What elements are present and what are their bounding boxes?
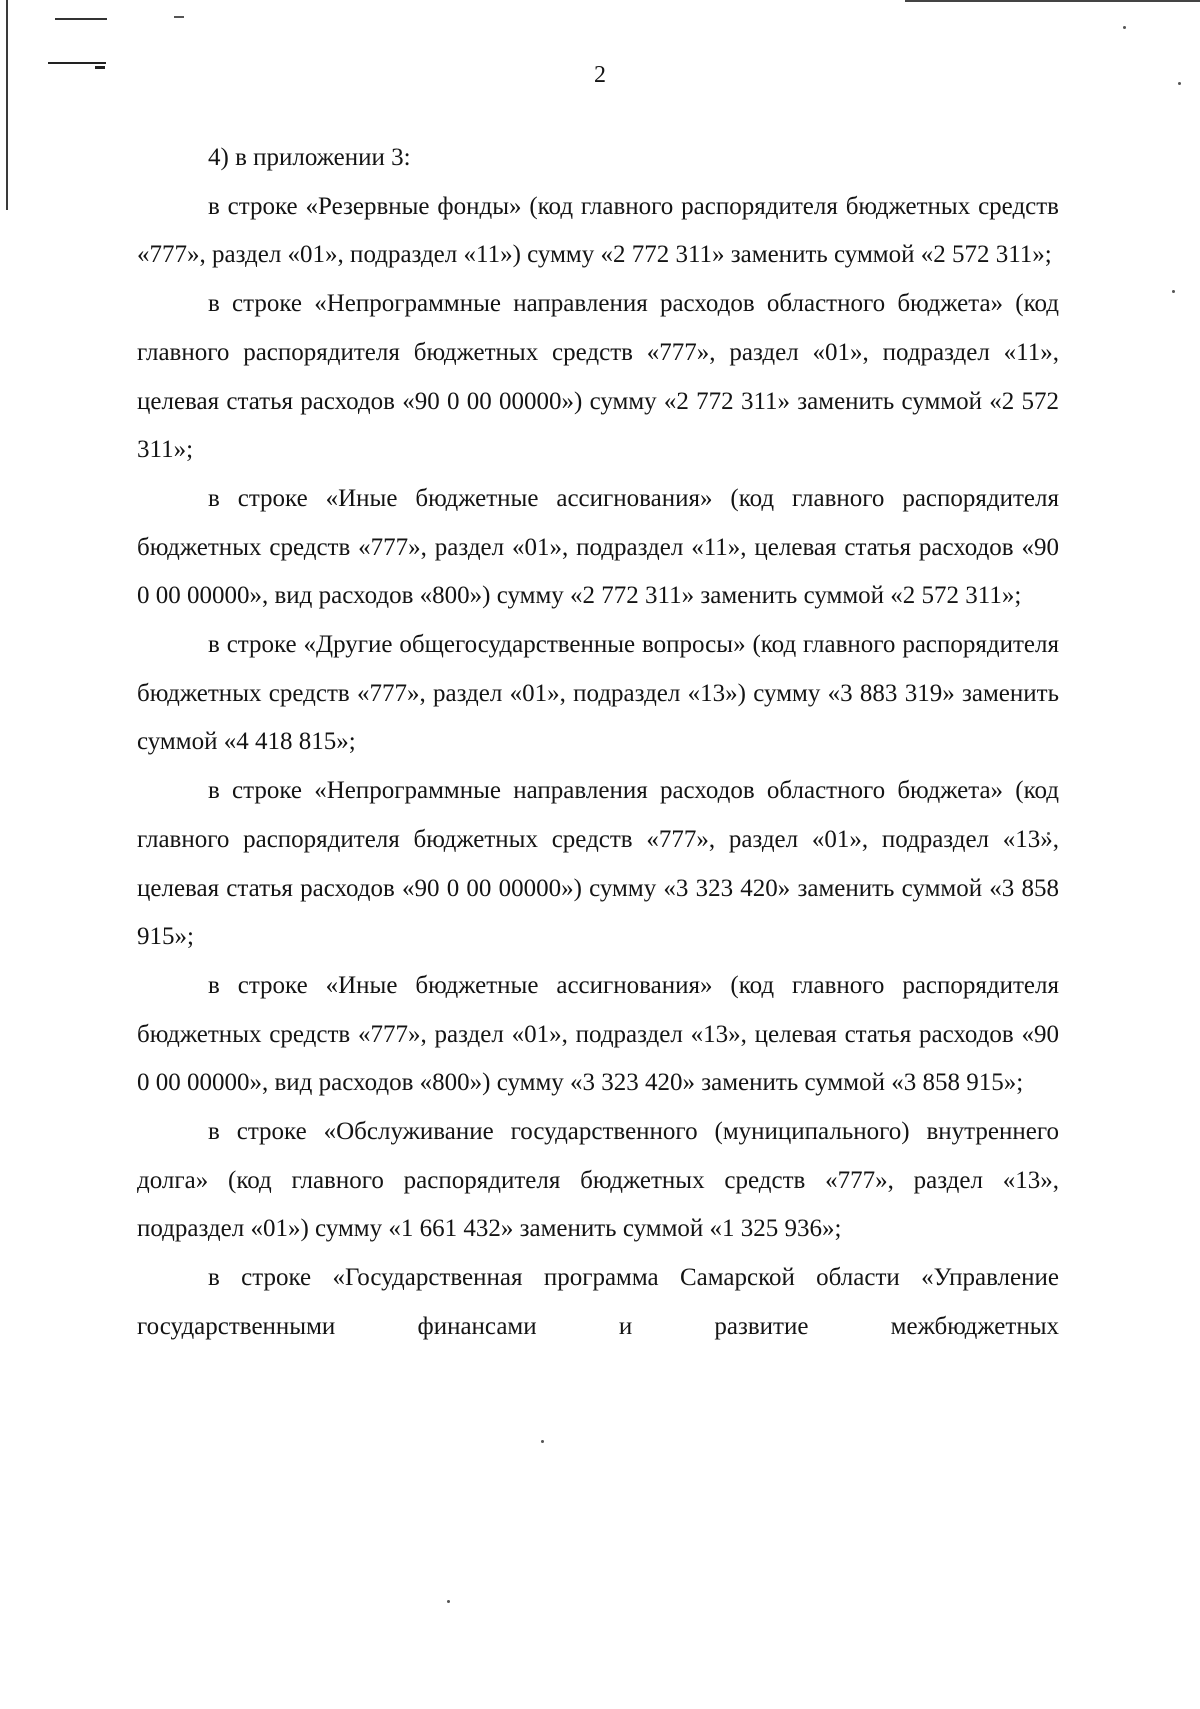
scan-edge-artifact bbox=[6, 0, 8, 210]
paragraph-reserve-funds: в строке «Резервные фонды» (код главного распорядителя бюджетных средств «777», раздел «01», подраздел «11») сумму «2 772 311» заменить суммой «2 572 311»; bbox=[137, 192, 1059, 269]
scan-speck bbox=[541, 1440, 544, 1443]
scan-speck bbox=[1172, 290, 1175, 293]
paragraph-state-program: в строке «Государственная программа Самарской области «Управление государственными финансами и развитие межбюджетных bbox=[137, 1264, 1059, 1340]
scan-mark-artifact bbox=[55, 18, 107, 20]
document-body bbox=[137, 134, 1059, 1352]
paragraph-debt-servicing: в строке «Обслуживание государственного (муниципального) внутреннего долга» (код главного распорядителя бюджетных средств «777», раздел «13», подраздел «01») сумму «1 661 432» заменить суммой «1 325 936»; bbox=[137, 1118, 1059, 1243]
page-number: 2 bbox=[594, 62, 606, 88]
scan-speck bbox=[1123, 26, 1126, 29]
paragraph-general-state-issues: в строке «Другие общегосударственные вопросы» (код главного распорядителя бюджетных средств «777», раздел «01», подраздел «13») сумму «3 883 319» заменить суммой «4 418 815»; bbox=[137, 631, 1059, 756]
scan-edge-artifact bbox=[905, 0, 1200, 2]
paragraph-other-allocations-0113: в строке «Иные бюджетные ассигнования» (код главного распорядителя бюджетных средств «777», раздел «01», подраздел «13», целевая статья расходов «90 0 00 00000», вид расходов «800») сумму «3 323 420» заменить суммой «3 858 915»; bbox=[137, 971, 1059, 1097]
paragraph-nonprogram-0113: в строке «Непрограммные направления расходов областного бюджета» (код главного распорядителя бюджетных средств «777», раздел «01», подраздел «13», целевая статья расходов «90 0 00 00000») сумму «3 323 420» заменить суммой «3 858 915»; bbox=[137, 777, 1059, 951]
scan-speck bbox=[447, 1600, 450, 1603]
scan-mark-artifact bbox=[174, 16, 184, 18]
paragraph-nonprogram-0111: в строке «Непрограммные направления расходов областного бюджета» (код главного распорядителя бюджетных средств «777», раздел «01», подраздел «11», целевая статья расходов «90 0 00 00000») сумму «2 772 311» заменить суммой «2 572 311»; bbox=[137, 290, 1059, 464]
paragraph-appendix-heading: 4) в приложении 3: bbox=[208, 144, 411, 171]
paragraph-other-allocations-0111: в строке «Иные бюджетные ассигнования» (код главного распорядителя бюджетных средств «777», раздел «01», подраздел «11», целевая статья расходов «90 0 00 00000», вид расходов «800») сумму «2 772 311» заменить суммой «2 572 311»; bbox=[137, 484, 1059, 610]
